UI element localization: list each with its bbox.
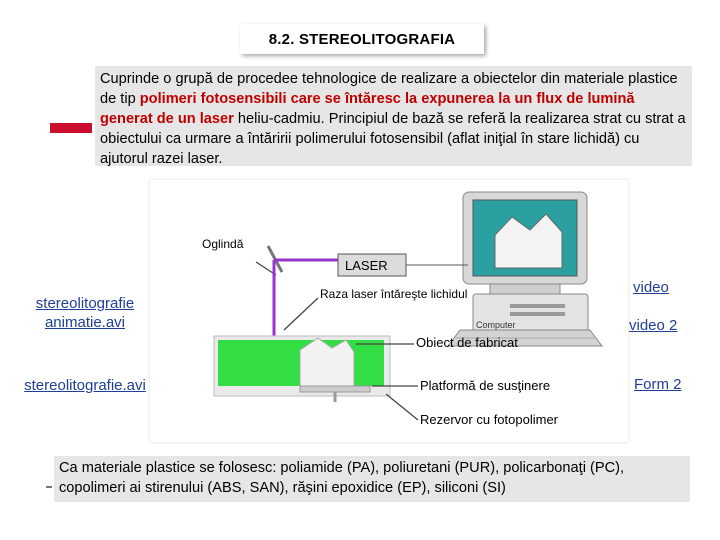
- object-label: Obiect de fabricat: [416, 335, 518, 350]
- computer-label: Computer: [476, 320, 516, 330]
- link-video-2[interactable]: video 2: [629, 317, 678, 334]
- page-title-text: 8.2. STEREOLITOGRAFIA: [268, 30, 456, 48]
- link-form-2[interactable]: Form 2: [634, 376, 682, 393]
- computer-illustration: [448, 192, 602, 346]
- laser-label: LASER: [345, 258, 388, 273]
- reservoir-label: Rezervor cu fotopolimer: [420, 412, 558, 427]
- ray-label: Raza laser întăreşte lichidul: [320, 287, 468, 301]
- materials-text-box: [54, 456, 690, 502]
- link-stereolitografie-animatie[interactable]: stereolitografie animatie.avi: [35, 295, 135, 331]
- vat-illustration: [214, 336, 390, 402]
- intro-text-box: [95, 66, 692, 166]
- mirror-label: Oglindă: [202, 237, 244, 251]
- platform-label: Platformă de susţinere: [420, 378, 551, 393]
- page-title: [240, 24, 484, 54]
- stereolithography-diagram: [150, 180, 628, 442]
- intro-text-end: heliu-cadmiu. Principiul de bază se referă la realizarea strat cu strat a obiectului ca urmare a întăririi polimerului fotosensibil (aflat iniţial în stare lichidă) cu ajutorul razei laser.: [100, 111, 686, 167]
- reservoir-pointer: [386, 394, 418, 420]
- intro-text-start: Cuprinde o grupă de procedee tehnologice de realizare a obiectelor din materiale plastice de tip: [100, 71, 678, 107]
- link-video[interactable]: video: [633, 279, 669, 296]
- intro-highlight: polimeri fotosensibili care se întăresc la expunerea la un flux de lumină generat de un laser: [100, 91, 635, 127]
- ray-pointer: [284, 298, 318, 330]
- link-stereolitografie-avi[interactable]: stereolitografie.avi: [24, 377, 146, 394]
- divider-tick: [46, 486, 52, 488]
- materials-text: Ca materiale plastice se folosesc: poliamide (PA), poliuretani (PUR), policarbonaţi (PC), copolimeri ai stirenului (ABS, SAN), răşini epoxidice (EP), siliconi (SI): [59, 460, 625, 496]
- accent-bar: [50, 123, 92, 133]
